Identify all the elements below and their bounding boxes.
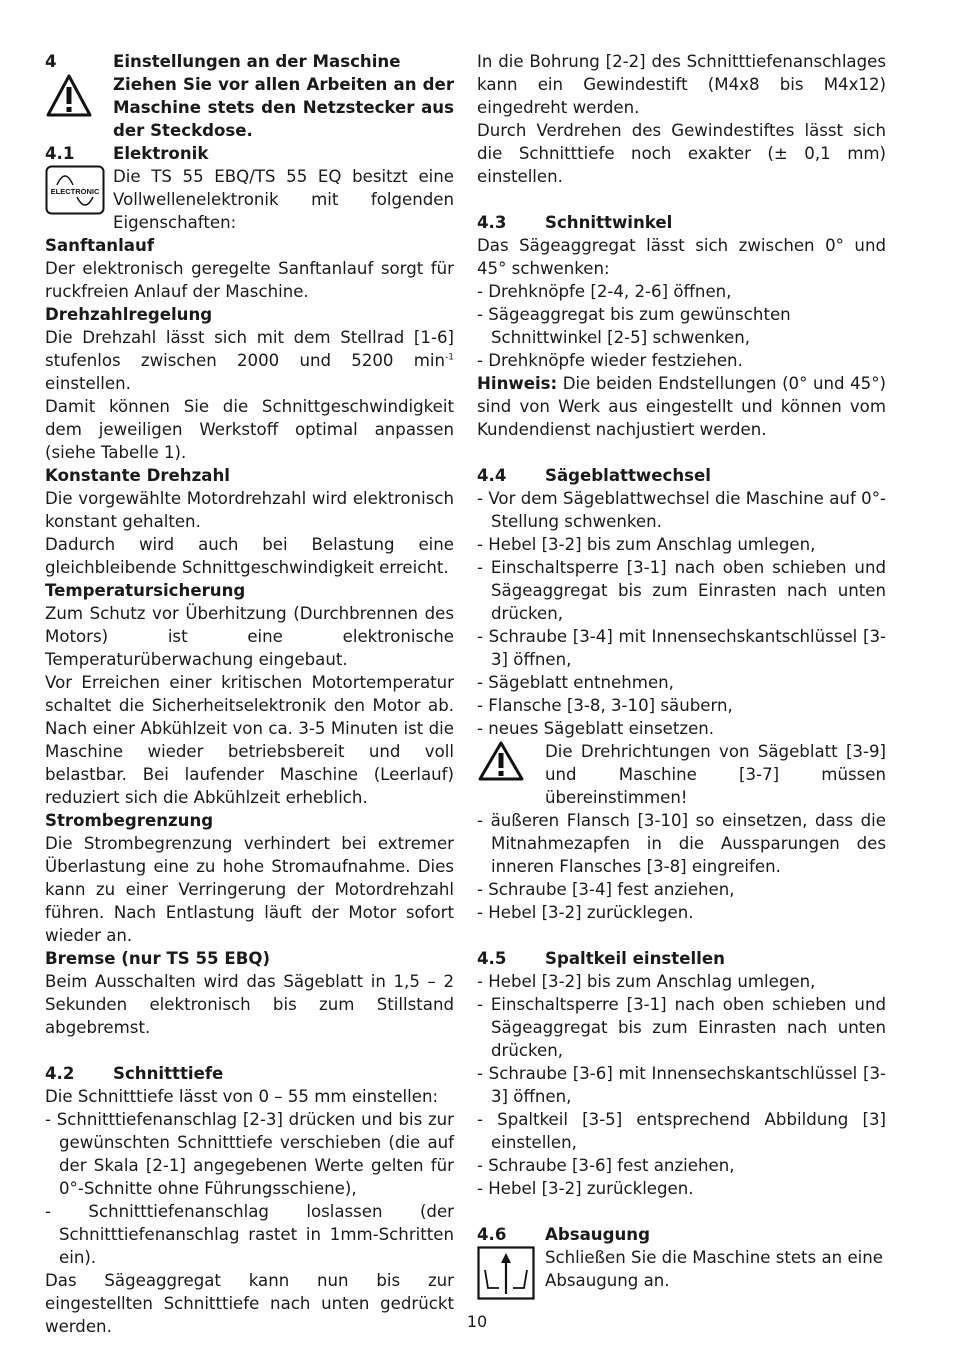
section-4-3-heading [477,211,886,234]
right-column [477,50,886,1306]
subheading-drehzahlregelung: Drehzahlregelung [45,305,213,324]
note-text: Die beiden Endstellungen (0° und 45°) sind von Werk aus eingestellt und können vom Kundendienst nachjustiert werden. [477,374,886,439]
section-number: 4.5 [477,949,507,968]
section-title: Spaltkeil einstellen [545,949,725,968]
list-item: - Drehknöpfe [2-4, 2-6] öffnen, [477,282,732,301]
paragraph: Das Sägeaggregat kann nun bis zur eingestellten Schnitttiefe nach unten gedrückt werden. [45,1271,454,1336]
list-item: - Spaltkeil [3-5] entsprechend Abbildung [3] einstellen, [477,1110,886,1152]
extraction-text: Schließen Sie die Maschine stets an eine Absaugung an. [545,1248,883,1290]
section-title: Elektronik [113,144,209,163]
list-item: - Schnitttiefenanschlag [2-3] drücken und bis zur gewünschten Schnitttiefe verschieben (die auf der Skala [2-1] angegebenen Werte gelten für 0°-Schnitte ohne Führungsschiene), [45,1110,454,1198]
section-4-2-heading [45,1062,454,1085]
subheading-sanftanlauf: Sanftanlauf [45,236,155,255]
text-run: einstellen. [45,374,131,393]
paragraph: Das Sägeaggregat lässt sich zwischen 0° und 45° schwenken: [477,236,886,278]
subheading-temperatursicherung: Temperatursicherung [45,581,246,600]
list-item: - Vor dem Sägeblattwechsel die Maschine auf 0°-Stellung schwenken. [477,489,886,531]
list-item: - Hebel [3-2] zurücklegen. [477,903,694,922]
subheading-strombegrenzung: Strombegrenzung [45,811,214,830]
rotation-warning-text: Die Drehrichtungen von Sägeblatt [3-9] und Maschine [3-7] müssen übereinstimmen! [545,742,886,807]
paragraph: Dadurch wird auch bei Belastung eine gleichbleibende Schnittgeschwindigkeit erreicht. [45,535,454,577]
list-item: - Hebel [3-2] zurücklegen. [477,1179,694,1198]
list-item: - Hebel [3-2] bis zum Anschlag umlegen, [477,535,816,554]
paragraph [45,326,454,395]
superscript: -1 [445,352,454,363]
electronic-block [45,165,454,234]
section-number: 4 [45,52,57,71]
paragraph: Der elektronisch geregelte Sanftanlauf sorgt für ruckfreien Anlauf der Maschine. [45,259,454,301]
safety-warning-text: Ziehen Sie vor allen Arbeiten an der Maschine stets den Netzstecker aus der Steckdose. [113,75,454,140]
list-item: - Sägeblatt entnehmen, [477,673,674,692]
page-number: 10 [466,1312,488,1331]
section-number: 4.1 [45,144,75,163]
extraction-block [477,1246,886,1306]
section-4-heading [45,50,454,73]
list-item: - Einschaltsperre [3-1] nach oben schieben und Sägeaggregat bis zum Einrasten nach unten drücken, [477,558,886,623]
paragraph: Die vorgewählte Motordrehzahl wird elektronisch konstant gehalten. [45,489,454,531]
electronics-intro: Die TS 55 EBQ/TS 55 EQ besitzt eine Vollwellenelektronik mit folgenden Eigenschaften: [113,167,454,232]
text-run: Die Drehzahl lässt sich mit dem Stellrad [1-6] stufenlos zwischen 2000 und 5200 min [45,328,454,370]
list-item: - Drehknöpfe wieder festziehen. [477,351,743,370]
section-number: 4.4 [477,466,507,485]
electronic-icon-label: ELECTRONIC [50,187,100,196]
section-title: Absaugung [545,1225,650,1244]
list-item: - Hebel [3-2] bis zum Anschlag umlegen, [477,972,816,991]
paragraph: Durch Verdrehen des Gewindestiftes lässt sich die Schnitttiefe noch exakter (± 0,1 mm) einstellen. [477,121,886,186]
list-item: - Schnitttiefenanschlag loslassen (der Schnitttiefenanschlag rastet in 1mm-Schritten ein). [45,1202,454,1267]
electronic-icon [45,165,113,234]
paragraph: Zum Schutz vor Überhitzung (Durchbrennen des Motors) ist eine elektronische Temperaturüberwachung eingebaut. [45,604,454,669]
paragraph: Die Schnitttiefe lässt von 0 – 55 mm einstellen: [45,1087,439,1106]
warning-block [45,73,454,142]
warning-triangle-icon [45,73,113,142]
list-item: - Flansche [3-8, 3-10] säubern, [477,696,733,715]
section-number: 4.6 [477,1225,507,1244]
list-item: - Einschaltsperre [3-1] nach oben schieben und Sägeaggregat bis zum Einrasten nach unten drücken, [477,995,886,1060]
warning-block [477,740,886,809]
section-title: Schnittwinkel [545,213,673,232]
dust-extraction-icon [477,1246,545,1306]
list-item: - äußeren Flansch [3-10] so einsetzen, dass die Mitnahmezapfen in die Aussparungen des inneren Flansches [3-8] eingreifen. [477,811,886,876]
section-4-5-heading [477,947,886,970]
list-item: - Sägeaggregat bis zum gewünschten Schnittwinkel [2-5] schwenken, [477,305,791,347]
list-item: - Schraube [3-6] mit Innensechskantschlüssel [3-3] öffnen, [477,1064,886,1106]
section-4-4-heading [477,464,886,487]
section-title: Schnitttiefe [113,1064,224,1083]
section-title: Einstellungen an der Maschine [113,52,401,71]
list-item: - Schraube [3-4] mit Innensechskantschlüssel [3-3] öffnen, [477,627,886,669]
paragraph: Die Strombegrenzung verhindert bei extremer Überlastung eine zu hohe Stromaufnahme. Dies kann zu einer Verringerung der Motordrehzahl führen. Nach Entlastung läuft der Motor sofort wieder an. [45,834,454,945]
subheading-konstante-drehzahl: Konstante Drehzahl [45,466,230,485]
paragraph: In die Bohrung [2-2] des Schnitttiefenanschlages kann ein Gewindestift (M4x8 bis M4x12) eingedreht werden. [477,52,886,117]
section-number: 4.3 [477,213,507,232]
subheading-bremse: Bremse (nur TS 55 EBQ) [45,949,271,968]
note-label: Hinweis: [477,374,558,393]
paragraph: Damit können Sie die Schnittgeschwindigkeit dem jeweiligen Werkstoff optimal anpassen (siehe Tabelle 1). [45,397,454,462]
section-title: Sägeblattwechsel [545,466,711,485]
list-item: - Schraube [3-4] fest anziehen, [477,880,735,899]
section-number: 4.2 [45,1064,75,1083]
warning-triangle-icon [477,740,545,809]
paragraph: Vor Erreichen einer kritischen Motortemperatur schaltet die Sicherheitselektronik den Motor ab. Nach einer Abkühlzeit von ca. 3-5 Minuten ist die Maschine wieder betriebsbereit und voll belastbar. Bei laufender Maschine (Leerlauf) reduziert sich die Abkühlzeit erheblich. [45,673,454,807]
note-paragraph [477,372,886,441]
section-4-6-heading [477,1223,886,1246]
left-column [45,50,454,1338]
list-item: - Schraube [3-6] fest anziehen, [477,1156,735,1175]
paragraph: Beim Ausschalten wird das Sägeblatt in 1,5 – 2 Sekunden elektronisch bis zum Stillstand abgebremst. [45,972,454,1037]
list-item: - neues Sägeblatt einsetzen. [477,719,715,738]
section-4-1-heading [45,142,454,165]
